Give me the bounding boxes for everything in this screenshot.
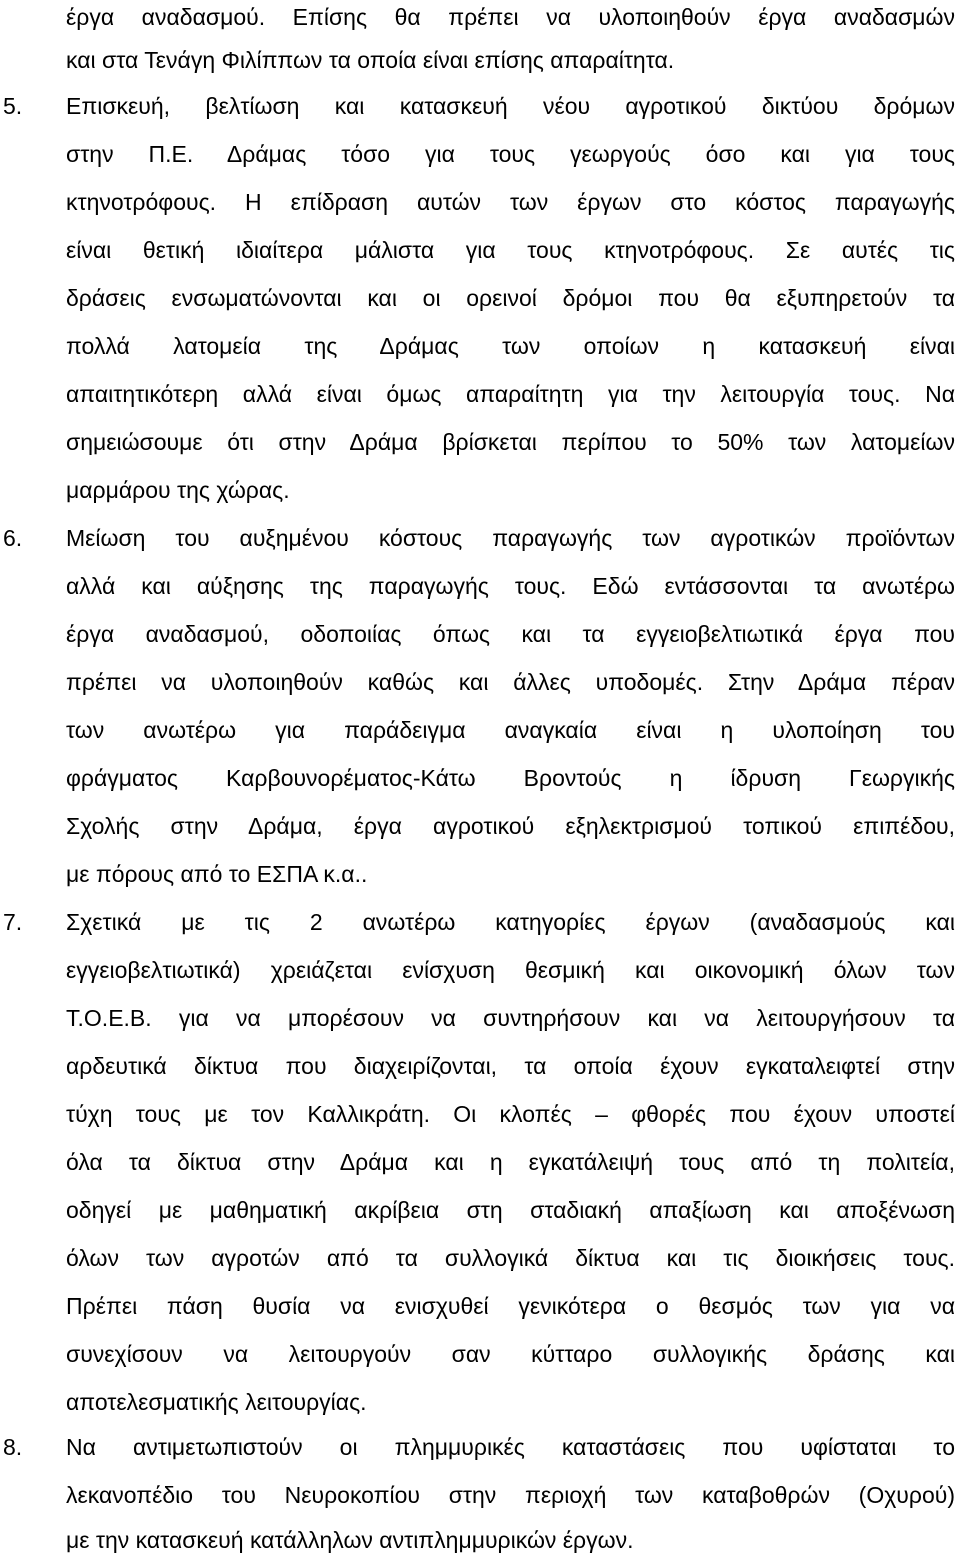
text-line: εγγειοβελτιωτικά) χρειάζεται ενίσχυση θεσμική και οικονομική όλων των bbox=[66, 957, 955, 983]
text-line: Πρέπει πάση θυσία να ενισχυθεί γενικότερα ο θεσμός των για να bbox=[66, 1293, 955, 1319]
text-line: συνεχίσουν να λειτουργούν σαν κύτταρο συλλογικής δράσης και bbox=[66, 1341, 955, 1367]
text-line: είναι θετική ιδιαίτερα μάλιστα για τους κτηνοτρόφους. Σε αυτές τις bbox=[66, 237, 955, 263]
text-line: αλλά και αύξησης της παραγωγής τους. Εδώ εντάσσονται τα ανωτέρω bbox=[66, 573, 955, 599]
text-line: με την κατασκευή κατάλληλων αντιπλημμυρικών έργων. bbox=[66, 1527, 634, 1553]
text-line: πολλά λατομεία της Δράμας των οποίων η κατασκευή είναι bbox=[66, 333, 955, 359]
text-line: λεκανοπέδιο του Νευροκοπίου στην περιοχή των καταβοθρών (Οχυρού) bbox=[66, 1482, 955, 1508]
text-line: οδηγεί με μαθηματική ακρίβεια στη σταδιακή απαξίωση και αποξένωση bbox=[66, 1197, 955, 1223]
text-line: έργα αναδασμού. Επίσης θα πρέπει να υλοποιηθούν έργα αναδασμών bbox=[66, 4, 955, 30]
text-line: Επισκευή, βελτίωση και κατασκευή νέου αγροτικού δικτύου δρόμων bbox=[66, 93, 955, 119]
text-line: Σχετικά με τις 2 ανωτέρω κατηγορίες έργων (αναδασμούς και bbox=[66, 909, 955, 935]
text-line: Τ.Ο.Ε.Β. για να μπορέσουν να συντηρήσουν και να λειτουργήσουν τα bbox=[66, 1005, 955, 1031]
text-line: στην Π.Ε. Δράμας τόσο για τους γεωργούς όσο και για τους bbox=[66, 141, 955, 167]
text-line: απαιτητικότερη αλλά είναι όμως απαραίτητη για την λειτουργία τους. Να bbox=[66, 381, 955, 407]
text-line: Να αντιμετωπιστούν οι πλημμυρικές καταστάσεις που υφίσταται το bbox=[66, 1434, 955, 1460]
text-line: αρδευτικά δίκτυα που διαχειρίζονται, τα οποία έχουν εγκαταλειφτεί στην bbox=[66, 1053, 955, 1079]
text-line: πρέπει να υλοποιηθούν καθώς και άλλες υποδομές. Στην Δράμα πέραν bbox=[66, 669, 955, 695]
list-number: 7. bbox=[3, 909, 23, 935]
text-line: των ανωτέρω για παράδειγμα αναγκαία είναι η υλοποίηση του bbox=[66, 717, 955, 743]
text-line: με πόρους από το ΕΣΠΑ κ.α.. bbox=[66, 861, 368, 887]
list-number: 8. bbox=[3, 1434, 23, 1460]
text-line: κτηνοτρόφους. Η επίδραση αυτών των έργων στο κόστος παραγωγής bbox=[66, 189, 955, 215]
text-line: και στα Τενάγη Φιλίππων τα οποία είναι επίσης απαραίτητα. bbox=[66, 47, 675, 73]
text-line: δράσεις ενσωματώνονται και οι ορεινοί δρόμοι που θα εξυπηρετούν τα bbox=[66, 285, 955, 311]
text-line: Σχολής στην Δράμα, έργα αγροτικού εξηλεκτρισμού τοπικού επιπέδου, bbox=[66, 813, 955, 839]
text-line: όλων των αγροτών από τα συλλογικά δίκτυα και τις διοικήσεις τους. bbox=[66, 1245, 955, 1271]
text-line: όλα τα δίκτυα στην Δράμα και η εγκατάλειψή τους από τη πολιτεία, bbox=[66, 1149, 955, 1175]
text-line: έργα αναδασμού, οδοποιίας όπως και τα εγγειοβελτιωτικά έργα που bbox=[66, 621, 955, 647]
list-number: 6. bbox=[3, 525, 23, 551]
text-line: αποτελεσματικής λειτουργίας. bbox=[66, 1389, 367, 1415]
text-line: Μείωση του αυξημένου κόστους παραγωγής των αγροτικών προϊόντων bbox=[66, 525, 955, 551]
text-line: τύχη τους με τον Καλλικράτη. Οι κλοπές – φθορές που έχουν υποστεί bbox=[66, 1101, 955, 1127]
text-line: μαρμάρου της χώρας. bbox=[66, 477, 290, 503]
text-line: φράγματος Καρβουνορέματος-Κάτω Βροντούς η ίδρυση Γεωργικής bbox=[66, 765, 955, 791]
text-line: σημειώσουμε ότι στην Δράμα βρίσκεται περίπου το 50% των λατομείων bbox=[66, 429, 955, 455]
list-number: 5. bbox=[3, 93, 23, 119]
